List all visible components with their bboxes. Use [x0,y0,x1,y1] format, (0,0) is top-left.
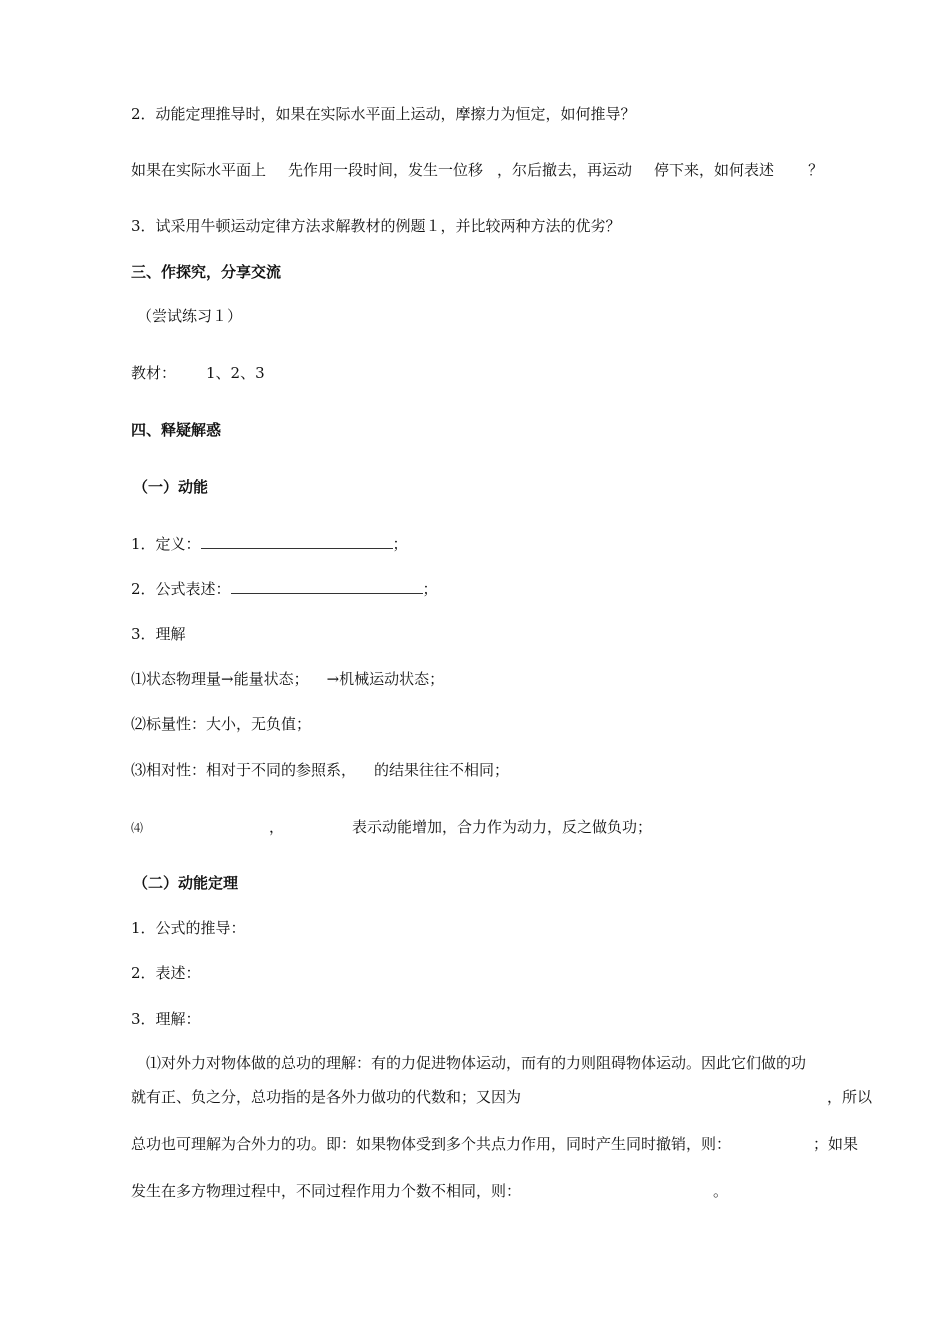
para-l4-a: 发生在多方物理过程中，不同过程作用力个数不相同，则： [131,1182,522,1200]
formula-blank[interactable] [231,579,423,594]
u4-text: 表示动能增加，合力作为动力，反之做负功； [352,818,653,836]
try-practice: （尝试练习１） [137,307,243,325]
definition-line [131,534,408,554]
u4-number: ⑷ [131,821,144,835]
section-heading-3: 三、作探究，分享交流 [131,263,282,281]
u1-part-a: ⑴状态物理量→能量状态； [131,670,309,688]
subsection-kinetic-energy: （一）动能 [133,478,209,496]
theorem-understanding: 3．理解： [131,1010,201,1028]
q2b-part2: 先作用一段时间，发生一位移 [288,161,484,179]
u4-comma: ， [269,818,285,836]
para-l2-a: 就有正、负之分，总功指的是各外力做功的代数和；又因为 [131,1088,522,1106]
u3-part-b: 的结果往往不相同； [374,761,510,779]
u1-part-b: →机械运动状态； [326,670,445,688]
q2b-part5: ？ [808,161,824,179]
para-l4-b: 。 [713,1182,729,1200]
q2b-part4: 停下来，如何表述 [654,161,775,179]
para-l2-b: ，所以 [827,1088,873,1106]
formula-label: 2．公式表述： [131,580,231,598]
textbook-label: 教材： [131,364,177,382]
paragraph-line-2 [131,1087,872,1107]
definition-blank[interactable] [201,534,393,549]
definition-label: 1．定义： [131,535,201,553]
paragraph-line-1: ⑴对外力对物体做的总功的理解：有的力促进物体运动，而有的力则阻碍物体运动。因此它们做的功 [146,1054,807,1072]
paragraph-line-3 [131,1134,858,1154]
formula-end: ； [422,580,438,598]
subsection-theorem: （二）动能定理 [133,874,239,892]
understanding-heading: 3．理解 [131,625,186,643]
section-heading-4: 四、释疑解惑 [131,421,222,439]
para-l3-a: 总功也可理解为合外力的功。即：如果物体受到多个共点力作用，同时产生同时撤销，则： [131,1135,732,1153]
theorem-derivation: 1．公式的推导： [131,919,246,937]
textbook-items: 1、2、3 [206,364,265,382]
definition-end: ； [392,535,408,553]
understanding-1 [131,669,444,689]
understanding-3 [131,760,509,780]
q2b-part1: 如果在实际水平面上 [131,161,267,179]
para-l3-b: ；如果 [813,1135,859,1153]
textbook-line [131,363,265,383]
formula-line [131,579,438,599]
question-2: 2．动能定理推导时，如果在实际水平面上运动，摩擦力为恒定，如何推导？ [131,105,636,123]
understanding-4 [131,817,652,838]
question-3: 3．试采用牛顿运动定律方法求解教材的例题１，并比较两种方法的优劣？ [131,217,621,235]
question-2-followup [131,160,823,180]
u3-part-a: ⑶相对性：相对于不同的参照系， [131,761,357,779]
understanding-2: ⑵标量性：大小，无负值； [131,715,312,733]
paragraph-line-4 [131,1181,728,1201]
q2b-part3: ，尔后撤去，再运动 [497,161,633,179]
theorem-statement: 2．表述： [131,964,201,982]
